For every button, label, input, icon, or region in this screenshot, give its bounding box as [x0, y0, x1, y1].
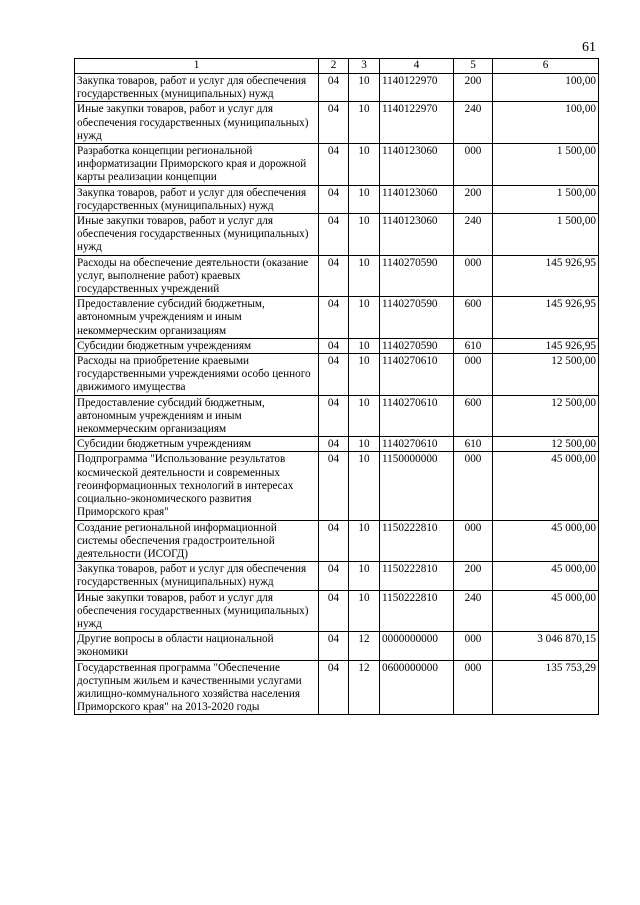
- row-target-article-cell: 1140123060: [380, 214, 454, 256]
- row-subsection-cell: 10: [349, 214, 380, 256]
- row-name-cell: Государственная программа "Обеспечение доступным жильем и качественными услугами жилищно-коммунального хозяйства населения Приморского края" на 2013-2020 годы: [75, 660, 319, 715]
- row-amount-cell: 1 500,00: [493, 144, 599, 186]
- row-name-cell: Субсидии бюджетным учреждениям: [75, 338, 319, 353]
- row-expense-type-cell: 200: [454, 74, 493, 102]
- row-target-article-cell: 1150000000: [380, 452, 454, 520]
- row-subsection-cell: 10: [349, 255, 380, 297]
- row-subsection-cell: 10: [349, 437, 380, 452]
- row-subsection-cell: 10: [349, 452, 380, 520]
- row-subsection-cell: 10: [349, 74, 380, 102]
- row-section-cell: 04: [319, 74, 349, 102]
- page-number: 61: [582, 40, 596, 55]
- row-expense-type-cell: 200: [454, 562, 493, 590]
- table-row: [75, 632, 599, 660]
- row-expense-type-cell: 600: [454, 297, 493, 339]
- row-amount-cell: 135 753,29: [493, 660, 599, 715]
- row-subsection-cell: 12: [349, 632, 380, 660]
- row-section-cell: 04: [319, 338, 349, 353]
- row-expense-type-cell: 610: [454, 338, 493, 353]
- column-header: 3: [349, 59, 380, 74]
- row-target-article-cell: 1140270610: [380, 437, 454, 452]
- row-subsection-cell: 10: [349, 338, 380, 353]
- row-name-cell: Создание региональной информационной системы обеспечения градостроительной деятельности (ИСОГД): [75, 520, 319, 562]
- table-row: [75, 354, 599, 396]
- row-target-article-cell: 1140270590: [380, 338, 454, 353]
- table-header-row: [75, 59, 599, 74]
- row-amount-cell: 12 500,00: [493, 437, 599, 452]
- row-amount-cell: 100,00: [493, 74, 599, 102]
- row-name-cell: Расходы на обеспечение деятельности (оказание услуг, выполнение работ) краевых государственных учреждений: [75, 255, 319, 297]
- row-expense-type-cell: 000: [454, 660, 493, 715]
- table-row: [75, 520, 599, 562]
- row-section-cell: 04: [319, 255, 349, 297]
- row-section-cell: 04: [319, 437, 349, 452]
- table-row: [75, 590, 599, 632]
- row-name-cell: Закупка товаров, работ и услуг для обеспечения государственных (муниципальных) нужд: [75, 562, 319, 590]
- column-header: 2: [319, 59, 349, 74]
- row-name-cell: Другие вопросы в области национальной экономики: [75, 632, 319, 660]
- row-subsection-cell: 10: [349, 590, 380, 632]
- row-subsection-cell: 10: [349, 144, 380, 186]
- row-target-article-cell: 0000000000: [380, 632, 454, 660]
- row-expense-type-cell: 240: [454, 214, 493, 256]
- row-subsection-cell: 10: [349, 102, 380, 144]
- row-subsection-cell: 10: [349, 395, 380, 437]
- row-name-cell: Расходы на приобретение краевыми государственными учреждениями особо ценного движимого имущества: [75, 354, 319, 396]
- table-row: [75, 102, 599, 144]
- column-header: 1: [75, 59, 319, 74]
- table-row: [75, 297, 599, 339]
- row-section-cell: 04: [319, 520, 349, 562]
- row-section-cell: 04: [319, 452, 349, 520]
- row-expense-type-cell: 000: [454, 354, 493, 396]
- row-section-cell: 04: [319, 144, 349, 186]
- row-amount-cell: 12 500,00: [493, 395, 599, 437]
- row-subsection-cell: 10: [349, 354, 380, 396]
- row-amount-cell: 100,00: [493, 102, 599, 144]
- row-amount-cell: 45 000,00: [493, 562, 599, 590]
- row-expense-type-cell: 610: [454, 437, 493, 452]
- row-subsection-cell: 10: [349, 297, 380, 339]
- row-section-cell: 04: [319, 297, 349, 339]
- table-row: [75, 395, 599, 437]
- row-name-cell: Закупка товаров, работ и услуг для обеспечения государственных (муниципальных) нужд: [75, 185, 319, 213]
- row-target-article-cell: 1140123060: [380, 144, 454, 186]
- row-target-article-cell: 1150222810: [380, 562, 454, 590]
- row-amount-cell: 3 046 870,15: [493, 632, 599, 660]
- row-section-cell: 04: [319, 102, 349, 144]
- row-expense-type-cell: 000: [454, 144, 493, 186]
- row-section-cell: 04: [319, 590, 349, 632]
- row-target-article-cell: 1140122970: [380, 102, 454, 144]
- row-target-article-cell: 1140270590: [380, 255, 454, 297]
- row-section-cell: 04: [319, 185, 349, 213]
- row-expense-type-cell: 240: [454, 590, 493, 632]
- row-name-cell: Предоставление субсидий бюджетным, автономным учреждениям и иным некоммерческим организациям: [75, 297, 319, 339]
- row-section-cell: 04: [319, 632, 349, 660]
- row-subsection-cell: 10: [349, 520, 380, 562]
- table-row: [75, 255, 599, 297]
- row-subsection-cell: 12: [349, 660, 380, 715]
- column-header: 6: [493, 59, 599, 74]
- table-row: [75, 437, 599, 452]
- column-header: 5: [454, 59, 493, 74]
- row-section-cell: 04: [319, 660, 349, 715]
- row-target-article-cell: 0600000000: [380, 660, 454, 715]
- row-expense-type-cell: 200: [454, 185, 493, 213]
- row-name-cell: Субсидии бюджетным учреждениям: [75, 437, 319, 452]
- table-row: [75, 214, 599, 256]
- row-target-article-cell: 1150222810: [380, 590, 454, 632]
- row-expense-type-cell: 600: [454, 395, 493, 437]
- row-target-article-cell: 1140122970: [380, 74, 454, 102]
- row-name-cell: Подпрограмма "Использование результатов космической деятельности и современных геоинформационных технологий в интересах социально-экономического развития Приморского края": [75, 452, 319, 520]
- table-row: [75, 185, 599, 213]
- row-section-cell: 04: [319, 395, 349, 437]
- row-amount-cell: 12 500,00: [493, 354, 599, 396]
- row-section-cell: 04: [319, 562, 349, 590]
- column-header: 4: [380, 59, 454, 74]
- row-name-cell: Предоставление субсидий бюджетным, автономным учреждениям и иным некоммерческим организациям: [75, 395, 319, 437]
- row-name-cell: Иные закупки товаров, работ и услуг для обеспечения государственных (муниципальных) нужд: [75, 590, 319, 632]
- row-amount-cell: 45 000,00: [493, 590, 599, 632]
- row-target-article-cell: 1140123060: [380, 185, 454, 213]
- row-section-cell: 04: [319, 354, 349, 396]
- row-expense-type-cell: 240: [454, 102, 493, 144]
- table-row: [75, 144, 599, 186]
- row-amount-cell: 145 926,95: [493, 338, 599, 353]
- row-amount-cell: 145 926,95: [493, 297, 599, 339]
- row-amount-cell: 45 000,00: [493, 520, 599, 562]
- row-amount-cell: 1 500,00: [493, 214, 599, 256]
- row-target-article-cell: 1140270590: [380, 297, 454, 339]
- row-subsection-cell: 10: [349, 562, 380, 590]
- row-target-article-cell: 1140270610: [380, 354, 454, 396]
- row-name-cell: Закупка товаров, работ и услуг для обеспечения государственных (муниципальных) нужд: [75, 74, 319, 102]
- table-row: [75, 452, 599, 520]
- row-expense-type-cell: 000: [454, 255, 493, 297]
- row-name-cell: Иные закупки товаров, работ и услуг для обеспечения государственных (муниципальных) нужд: [75, 102, 319, 144]
- row-section-cell: 04: [319, 214, 349, 256]
- table-row: [75, 562, 599, 590]
- row-name-cell: Иные закупки товаров, работ и услуг для обеспечения государственных (муниципальных) нужд: [75, 214, 319, 256]
- row-subsection-cell: 10: [349, 185, 380, 213]
- row-expense-type-cell: 000: [454, 452, 493, 520]
- row-amount-cell: 145 926,95: [493, 255, 599, 297]
- row-name-cell: Разработка концепции региональной информатизации Приморского края и дорожной карты реализации концепции: [75, 144, 319, 186]
- table-row: [75, 74, 599, 102]
- table-row: [75, 660, 599, 715]
- row-amount-cell: 45 000,00: [493, 452, 599, 520]
- row-expense-type-cell: 000: [454, 632, 493, 660]
- table-row: [75, 338, 599, 353]
- row-target-article-cell: 1150222810: [380, 520, 454, 562]
- row-target-article-cell: 1140270610: [380, 395, 454, 437]
- row-expense-type-cell: 000: [454, 520, 493, 562]
- budget-table: [74, 58, 599, 715]
- row-amount-cell: 1 500,00: [493, 185, 599, 213]
